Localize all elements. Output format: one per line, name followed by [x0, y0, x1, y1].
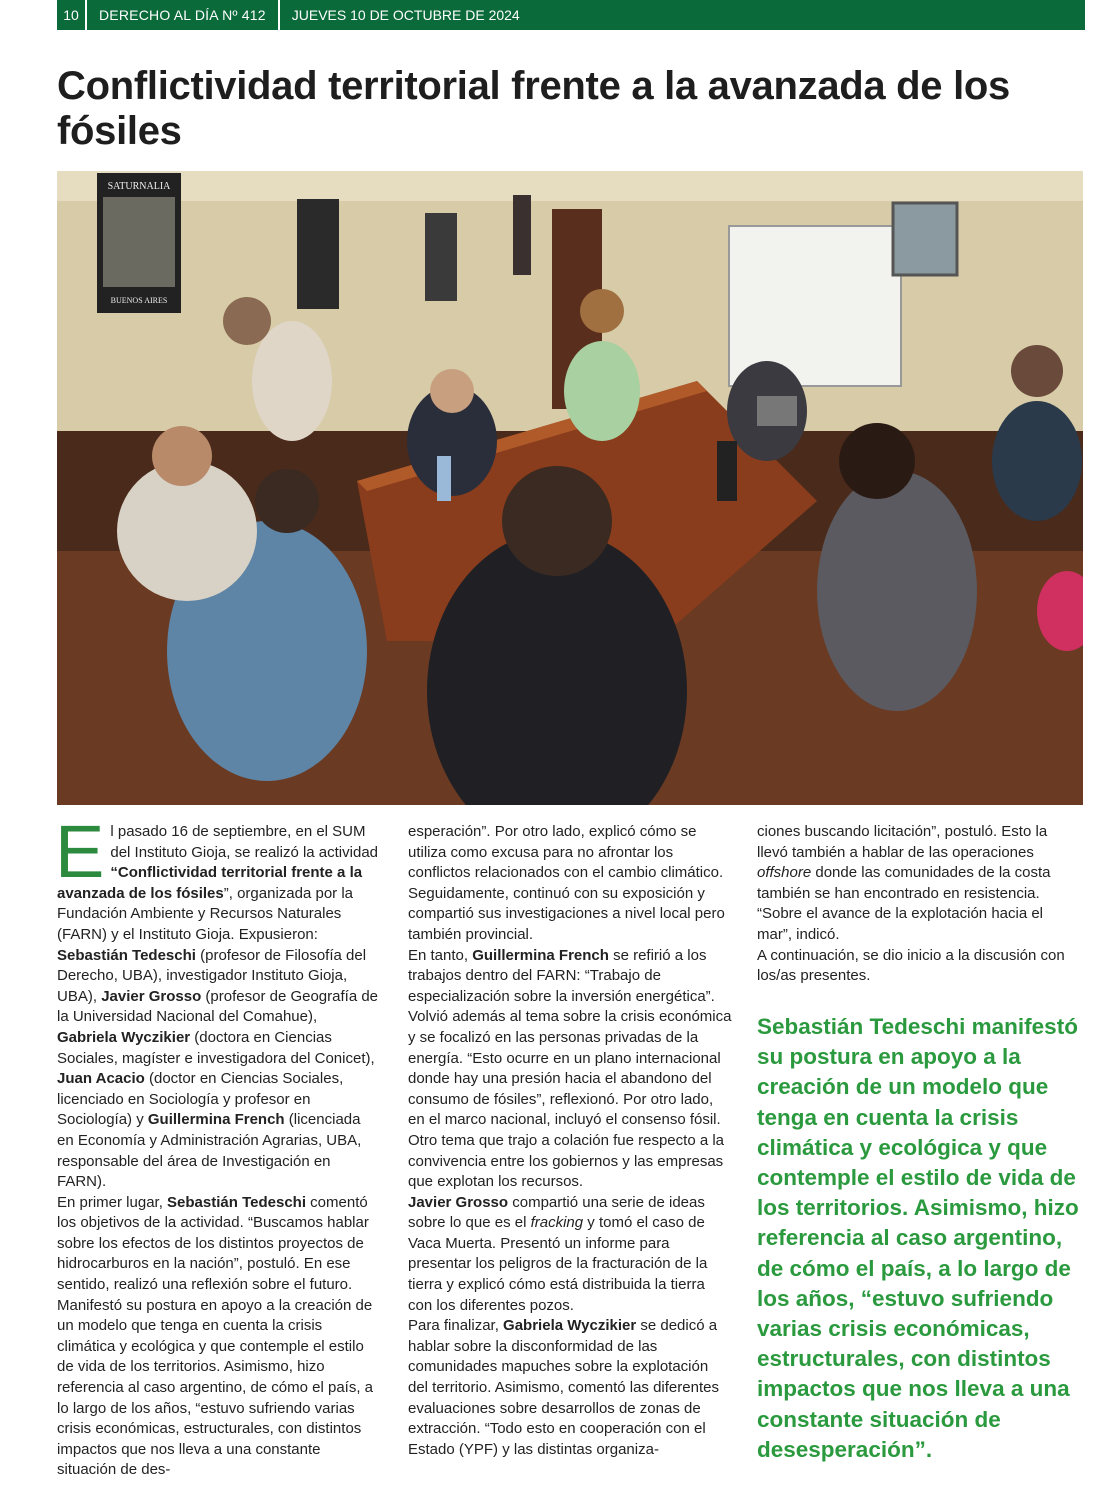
article-photo	[57, 171, 1083, 805]
page-number: 10	[57, 0, 87, 30]
article-column-2	[408, 822, 732, 1460]
paragraph-french: En tanto, Guillermina French se refirió a los trabajos dentro del FARN: “Trabajo de especialización sobre la inversión energética”. Volvió además al tema sobre la crisis económica y se focalizó en las personas privadas de la energía. “Esto ocurre en un plano internacional donde hay una presión hacia el abandono del consumo de fósiles”, reflexionó. Por otro lado, en el marco nacional, incluyó el consenso fósil. Otro tema que trajo a colación fue respecto a la convivencia entre los gobiernos y las empresas que explotan los recursos.	[408, 946, 732, 1191]
article-title: Conflictividad territorial frente a la avanzada de los fósiles	[57, 64, 1010, 153]
page-header	[57, 0, 1085, 30]
meeting-room-photo	[57, 171, 1083, 805]
publication-name: DERECHO AL DÍA Nº 412	[87, 0, 280, 30]
paragraph-wyczikier: Para finalizar, Gabriela Wyczikier se dedicó a hablar sobre la disconformidad de las comunidades mapuches sobre la explotación del territorio. Asimismo, comentó las diferentes evaluaciones sobre desarrollos de zonas de extracción. “Todo esto en cooperación con el Estado (YPF) y las distintas organiza-	[408, 1317, 719, 1458]
paragraph-discussion: A continuación, se dio inicio a la discusión con los/as presentes.	[757, 946, 1065, 985]
drop-cap: E	[55, 810, 105, 893]
article-column-1	[55, 810, 381, 1481]
paragraph-continuation: esperación”. Por otro lado, explicó cómo se utiliza como excusa para no afrontar los conflictos relacionados con el cambio climático. Seguidamente, continuó con su exposición y compartió sus investigaciones a nivel local pero también provincial.	[408, 823, 725, 943]
pull-quote: Sebastián Tedeschi manifestó su postura en apoyo a la creación de un modelo que tenga en cuenta la crisis climática y ecológica y que contemple el estilo de vida de los territorios. Asimismo, hizo referencia al caso argentino, de cómo el país, a lo largo de los años, “estuvo sufriendo varias crisis económicas, estructurales, con distintos impactos que nos lleva a una constante situación de desesperación”.	[757, 1014, 1079, 1462]
poster-caption-text: BUENOS AIRES	[110, 296, 168, 305]
issue-date: JUEVES 10 DE OCTUBRE DE 2024	[291, 7, 520, 23]
paragraph-grosso: Javier Grosso compartió una serie de ideas sobre lo que es el fracking y tomó el caso de Vaca Muerta. Presentó un informe para presentar los peligros de la fracturación de la tierra y explicó cómo está distribuida la tierra con los diferentes pozos.	[408, 1193, 708, 1314]
article-column-3	[757, 822, 1081, 987]
intro-paragraph: El pasado 16 de septiembre, en el SUM del Instituto Gioja, se realizó la actividad “Conflictividad territorial frente a la avanzada de los fósiles”, organizada por la Fundación Ambiente y Recursos Naturales (FARN) y el Instituto Gioja. Expusieron: Sebastián Tedeschi (profesor de Filosofía del Derecho, UBA), investigador Instituto Gioja, UBA), Javier Grosso (profesor de Geografía de la Universidad Nacional del Comahue), Gabriela Wyczikier (doctora en Ciencias Sociales, magíster e investigadora del Conicet), Juan Acacio (doctor en Ciencias Sociales, licenciado en Sociología y profesor en Sociología) y Guillermina French (licenciada en Economía y Administración Agrarias, UBA, responsable del área de Investigación en FARN).	[55, 810, 379, 1191]
poster-left	[97, 173, 181, 313]
paragraph-tedeschi: En primer lugar, Sebastián Tedeschi comentó los objetivos de la actividad. “Buscamos hablar sobre los efectos de los distintos proyectos de hidrocarburos en la nación”, postuló. En ese sentido, realizó una reflexión sobre el futuro. Manifestó su postura en apoyo a la creación de un modelo que tenga en cuenta la crisis climática y ecológica y que contemple el estilo de vida de los territorios. Asimismo, hizo referencia al caso argentino, de cómo el país, a lo largo de los años, “estuvo sufriendo varias crisis económicas, estructurales, con distintos impactos que nos lleva a una constante situación de des-	[57, 1193, 374, 1479]
poster-title-text: SATURNALIA	[107, 181, 171, 192]
paragraph-offshore: ciones buscando licitación”, postuló. Esto la llevó también a hablar de las operaciones offshore donde las comunidades de la costa también se han encontrado en resistencia. “Sobre el avance de la explotación hacia el mar”, indicó.	[757, 823, 1051, 943]
